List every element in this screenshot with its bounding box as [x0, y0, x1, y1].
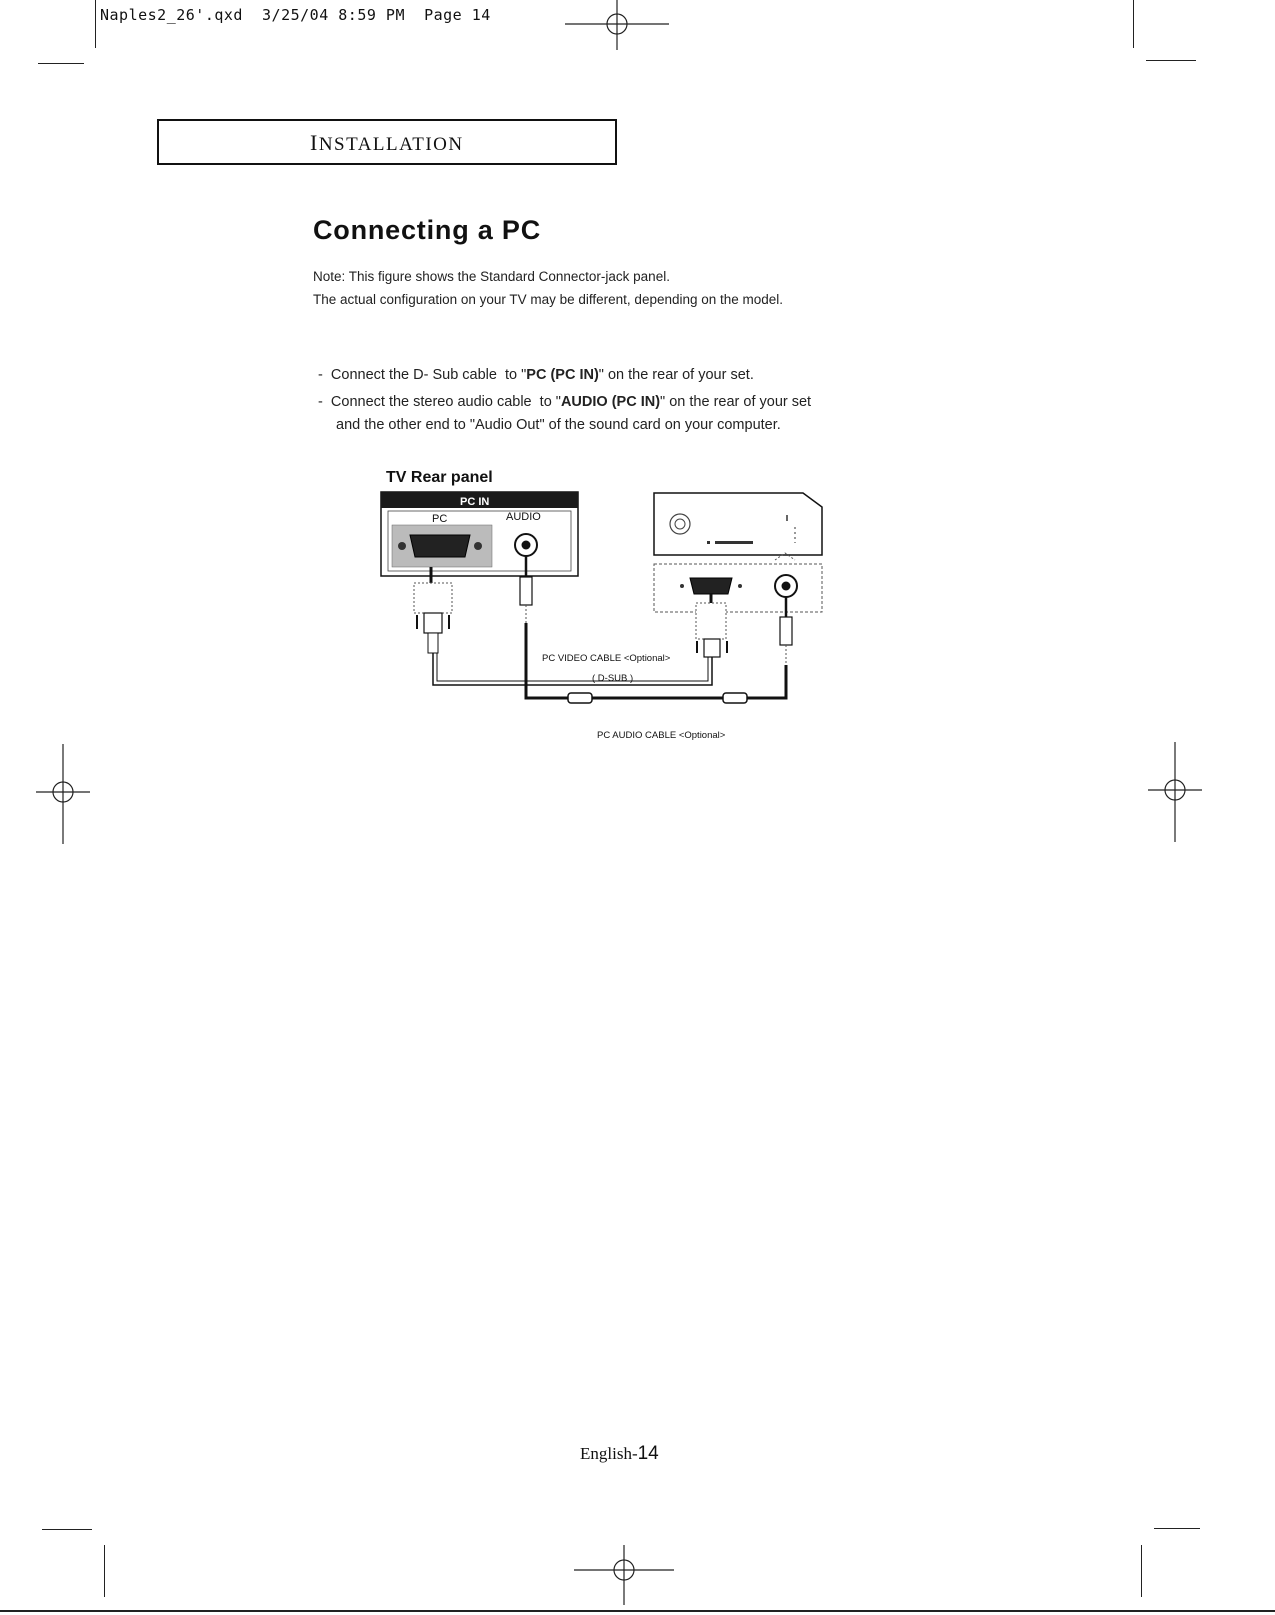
computer-icon [654, 493, 822, 555]
bullet-text-post: " on the rear of your set. [598, 367, 754, 383]
audio-cable-ferrite-icon [568, 693, 592, 703]
crop-mark-bottom-right-vertical [1141, 1545, 1142, 1597]
slug-page: Page 14 [424, 6, 491, 24]
bullet-text-pre: Connect the D- Sub cable to " [330, 367, 527, 383]
section-title-rest: NSTALLATION [318, 134, 464, 155]
registration-mark-bottom [574, 1545, 674, 1605]
crop-mark-top-right-vertical [1133, 0, 1134, 48]
audio-plug-icon [520, 577, 532, 605]
crop-mark-bottom-left-horizontal [42, 1529, 92, 1530]
bullet-marker: - [318, 367, 323, 383]
bullet-text-pre: Connect the stereo audio cable to " [330, 394, 561, 410]
page-bottom-rule [0, 1610, 1275, 1612]
footer-language: English- [580, 1444, 638, 1463]
pc-port-label: PC [432, 513, 448, 525]
video-cable-sublabel: ( D-SUB ) [592, 673, 634, 684]
registration-mark-top [565, 0, 669, 52]
print-slug [100, 6, 491, 24]
instruction-bullet-2-continuation: and the other end to "Audio Out" of the sound card on your computer. [336, 417, 781, 433]
slug-time: 8:59 PM [338, 6, 405, 24]
section-title [310, 130, 464, 156]
pc-connection-diagram [370, 465, 860, 755]
dsub-port-icon [410, 535, 470, 557]
section-title-initial: I [310, 130, 319, 155]
audio-cable-ferrite-icon [723, 693, 747, 703]
page-title: Connecting a PC [313, 215, 542, 245]
bullet-marker: - [318, 394, 323, 410]
pc-in-header-label: PC IN [460, 496, 490, 508]
computer-audio-plug-icon [780, 617, 792, 645]
audio-port-label: AUDIO [506, 511, 541, 523]
registration-mark-right [1148, 742, 1202, 842]
bullet-text-bold: PC (PC IN) [526, 367, 599, 383]
audio-jack-center-icon [522, 541, 531, 550]
slug-date: 3/25/04 [262, 6, 329, 24]
slug-file: Naples2_26'.qxd [100, 6, 243, 24]
video-cable-label: PC VIDEO CABLE <Optional> [542, 653, 671, 664]
note-line-1: Note: This figure shows the Standard Connector-jack panel. [313, 269, 670, 284]
dsub-plug-body-icon [424, 613, 442, 633]
instruction-bullet-1 [318, 367, 754, 383]
computer-dsub-plug-icon [704, 639, 720, 657]
crop-mark-top-right-horizontal [1146, 60, 1196, 61]
computer-dsub-port-icon [690, 578, 732, 594]
dsub-screw-icon [398, 542, 406, 550]
tv-rear-panel-title: TV Rear panel [386, 469, 493, 486]
dsub-plug-icon [414, 583, 452, 613]
footer-page-number: 14 [637, 1443, 659, 1464]
page-footer [580, 1443, 659, 1465]
audio-cable-label: PC AUDIO CABLE <Optional> [597, 730, 726, 741]
crop-mark-top-left-horizontal [38, 63, 84, 64]
dsub-screw-icon [474, 542, 482, 550]
instruction-bullet-2 [318, 394, 811, 410]
registration-mark-left [36, 744, 90, 844]
crop-mark-bottom-left-vertical [104, 1545, 105, 1597]
crop-mark-top-left-vertical [95, 0, 96, 48]
bullet-text-bold: AUDIO (PC IN) [560, 394, 661, 410]
note-line-2: The actual configuration on your TV may be different, depending on the model. [313, 292, 784, 307]
crop-mark-bottom-right-horizontal [1154, 1528, 1200, 1529]
bullet-text-post: " on the rear of your set [660, 394, 812, 410]
